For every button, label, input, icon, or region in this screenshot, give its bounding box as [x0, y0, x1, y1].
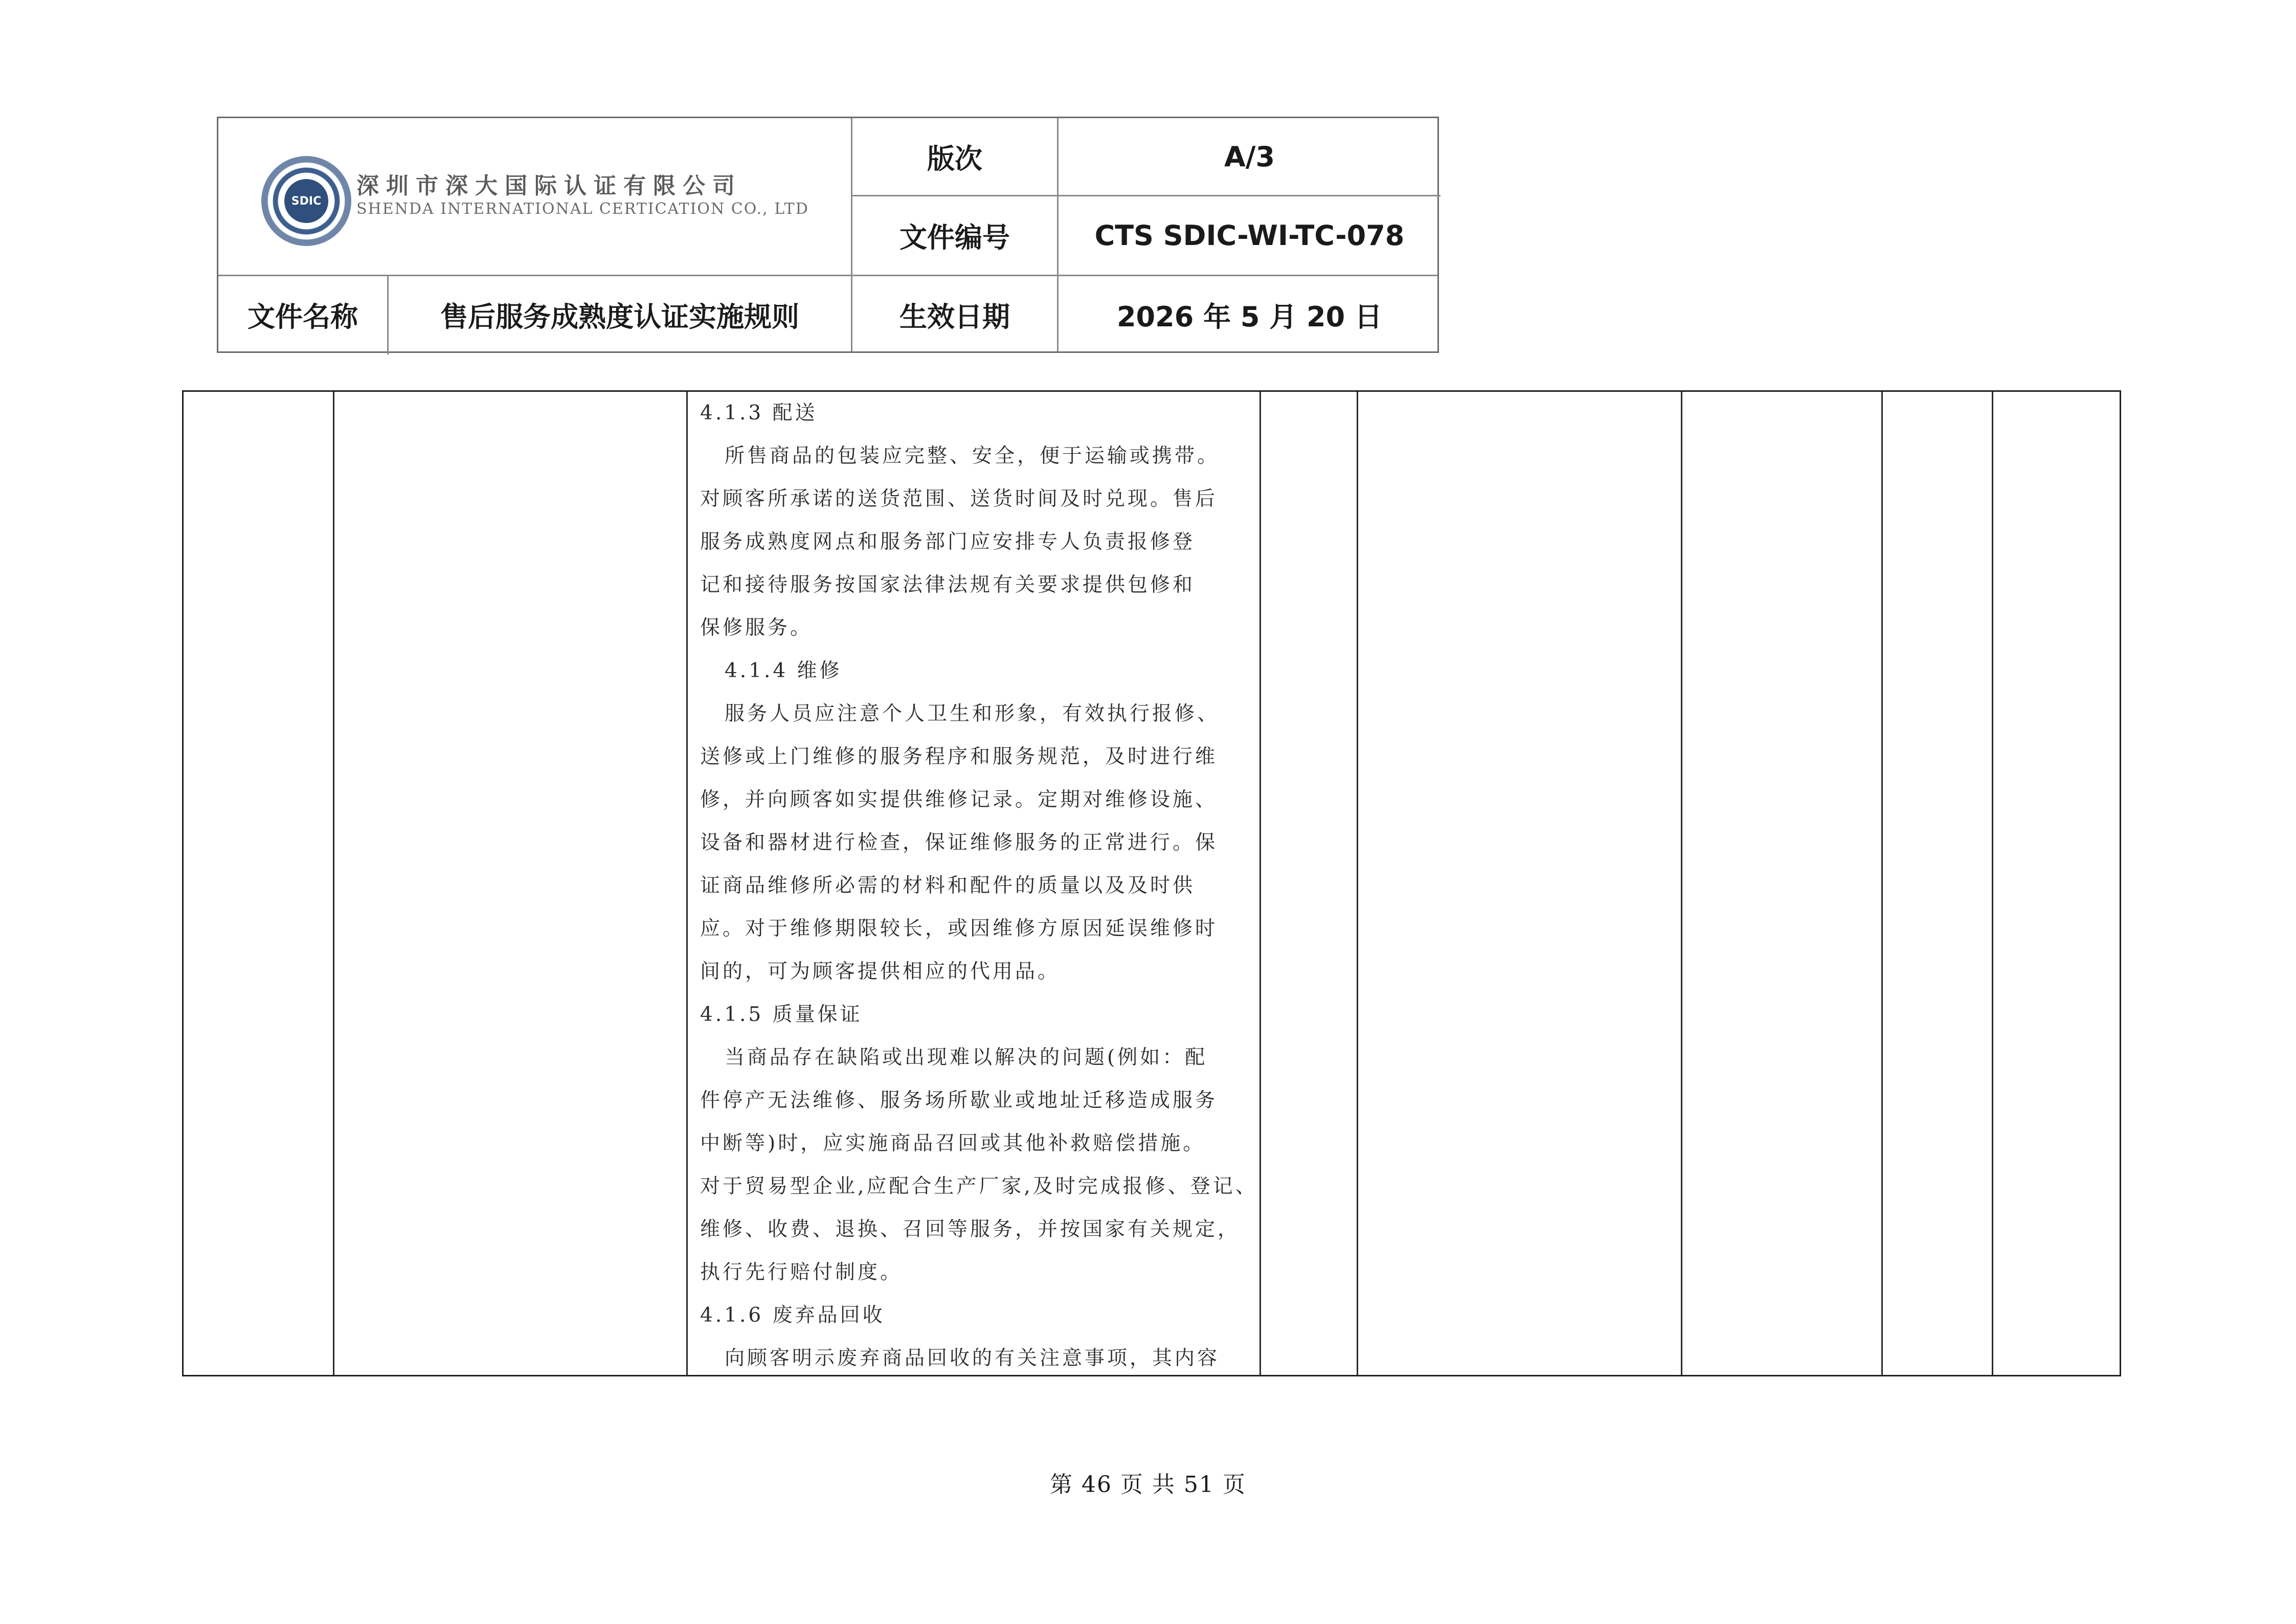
- text-line: 所售商品的包装应完整、安全，便于运输或携带。: [725, 444, 1220, 468]
- column-divider: [1881, 392, 1883, 1375]
- docname-label: 文件名称: [247, 300, 358, 333]
- logo-text: SDIC: [284, 179, 328, 223]
- version-value: A/3: [1224, 140, 1275, 173]
- text-line: 服务人员应注意个人卫生和形象，有效执行报修、: [725, 702, 1220, 725]
- text-line: 送修或上门维修的服务程序和服务规范，及时进行维: [700, 745, 1218, 768]
- text-line: 证商品维修所必需的材料和配件的质量以及及时供: [700, 874, 1196, 897]
- text-line: 执行先行赔付制度。: [700, 1261, 903, 1284]
- text-line: 对于贸易型企业,应配合生产厂家,及时完成报修、登记、: [700, 1175, 1258, 1198]
- company-name-en: SHENDA INTERNATIONAL CERTICATION CO., LTD: [356, 200, 809, 218]
- column-divider: [686, 392, 688, 1375]
- text-line: 中断等)时，应实施商品召回或其他补救赔偿措施。: [700, 1132, 1206, 1155]
- effective-date-value: 2026 年 5 月 20 日: [1116, 300, 1382, 333]
- company-seal-icon: [261, 156, 351, 246]
- company-logo-block: [218, 118, 851, 275]
- requirements-text-cell: [700, 392, 1262, 1380]
- text-line: 应。对于维修期限较长，或因维修方原因延误维修时: [700, 917, 1218, 940]
- text-line: 4.1.5 质量保证: [700, 1003, 863, 1026]
- text-line: 维修、收费、退换、召回等服务，并按国家有关规定，: [700, 1218, 1241, 1241]
- column-divider: [1992, 392, 1993, 1375]
- text-line: 修，并向顾客如实提供维修记录。定期对维修设施、: [700, 788, 1218, 811]
- column-divider: [333, 392, 334, 1375]
- document-header-table: [217, 117, 1439, 353]
- version-label: 版次: [927, 142, 982, 175]
- docno-label: 文件编号: [899, 221, 1010, 254]
- text-line: 当商品存在缺陷或出现难以解决的问题(例如：配: [725, 1046, 1208, 1069]
- text-line: 4.1.6 废弃品回收: [700, 1304, 885, 1327]
- company-name-cn: 深圳市深大国际认证有限公司: [356, 173, 742, 199]
- column-divider: [1681, 392, 1682, 1375]
- text-line: 4.1.4 维修: [725, 659, 842, 682]
- text-line: 件停产无法维修、服务场所歇业或地址迁移造成服务: [700, 1089, 1218, 1112]
- text-line: 向顾客明示废弃商品回收的有关注意事项，其内容: [725, 1347, 1220, 1370]
- docname-value: 售后服务成熟度认证实施规则: [440, 300, 799, 333]
- text-line: 4.1.3 配送: [700, 402, 818, 425]
- text-line: 对顾客所承诺的送货范围、送货时间及时兑现。售后: [700, 487, 1218, 510]
- text-line: 间的，可为顾客提供相应的代用品。: [700, 960, 1061, 983]
- text-line: 记和接待服务按国家法律法规有关要求提供包修和: [700, 573, 1196, 596]
- effective-date-label: 生效日期: [899, 300, 1010, 333]
- text-line: 保修服务。: [700, 616, 813, 639]
- column-divider: [1357, 392, 1358, 1375]
- text-line: 服务成熟度网点和服务部门应安排专人负责报修登: [700, 530, 1196, 553]
- docno-value: CTS SDIC-WI-TC-078: [1094, 219, 1405, 252]
- page-number: 第 46 页 共 51 页: [1050, 1472, 1246, 1498]
- text-line: 设备和器材进行检查，保证维修服务的正常进行。保: [700, 831, 1218, 854]
- content-table: [182, 390, 2121, 1376]
